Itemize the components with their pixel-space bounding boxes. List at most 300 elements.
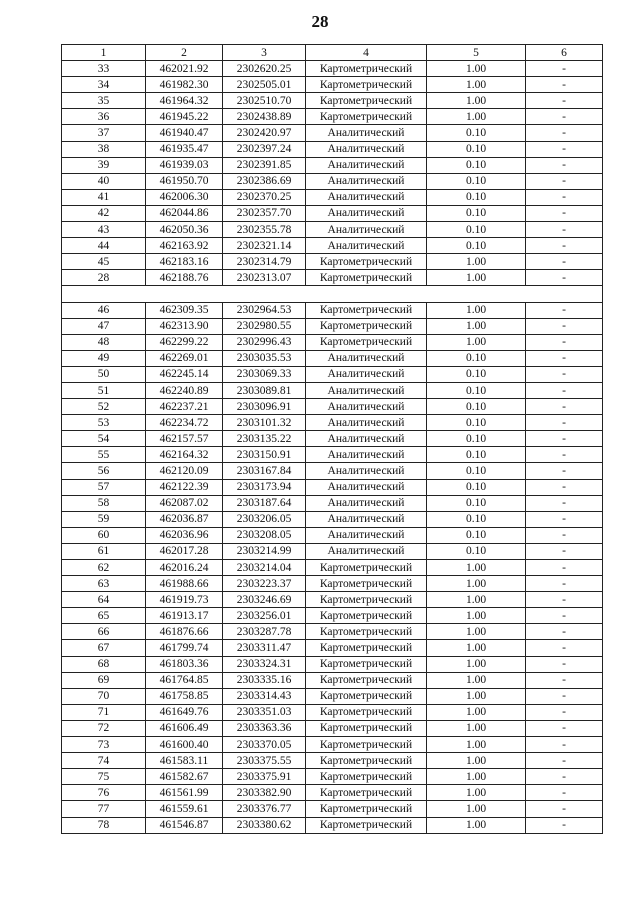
- cell-point-number: 59: [62, 511, 146, 527]
- table-row: [62, 495, 603, 511]
- cell-method: Аналитический: [306, 125, 427, 141]
- cell-description: -: [526, 463, 603, 479]
- cell-description: -: [526, 753, 603, 769]
- cell-x: 462234.72: [146, 415, 223, 431]
- cell-point-number: 49: [62, 350, 146, 366]
- cell-description: -: [526, 318, 603, 334]
- cell-accuracy: 1.00: [427, 109, 526, 125]
- header-cell-accuracy: 5: [427, 45, 526, 61]
- cell-accuracy: 1.00: [427, 608, 526, 624]
- cell-description: -: [526, 61, 603, 77]
- cell-y: 2302964.53: [223, 302, 306, 318]
- cell-y: 2302620.25: [223, 61, 306, 77]
- cell-y: 2302420.97: [223, 125, 306, 141]
- cell-description: -: [526, 350, 603, 366]
- cell-method: Аналитический: [306, 431, 427, 447]
- cell-y: 2303096.91: [223, 399, 306, 415]
- cell-point-number: 69: [62, 672, 146, 688]
- cell-accuracy: 1.00: [427, 302, 526, 318]
- table-row: [62, 576, 603, 592]
- table-row: [62, 737, 603, 753]
- table-row-separator: [62, 286, 603, 302]
- cell-point-number: 34: [62, 77, 146, 93]
- cell-method: Картометрический: [306, 318, 427, 334]
- table-row: [62, 463, 603, 479]
- cell-description: -: [526, 704, 603, 720]
- cell-method: Картометрический: [306, 640, 427, 656]
- cell-accuracy: 0.10: [427, 366, 526, 382]
- table-row: [62, 447, 603, 463]
- cell-method: Картометрический: [306, 785, 427, 801]
- cell-method: Аналитический: [306, 399, 427, 415]
- cell-description: -: [526, 624, 603, 640]
- cell-point-number: 65: [62, 608, 146, 624]
- cell-point-number: 36: [62, 109, 146, 125]
- cell-x: 462006.30: [146, 189, 223, 205]
- cell-x: 461876.66: [146, 624, 223, 640]
- cell-y: 2303382.90: [223, 785, 306, 801]
- cell-y: 2303363.36: [223, 720, 306, 736]
- cell-accuracy: 1.00: [427, 753, 526, 769]
- cell-y: 2302510.70: [223, 93, 306, 109]
- cell-x: 462163.92: [146, 238, 223, 254]
- cell-point-number: 66: [62, 624, 146, 640]
- cell-method: Картометрический: [306, 109, 427, 125]
- cell-accuracy: 0.10: [427, 125, 526, 141]
- cell-point-number: 44: [62, 238, 146, 254]
- cell-method: Аналитический: [306, 415, 427, 431]
- cell-method: Картометрический: [306, 656, 427, 672]
- cell-method: Аналитический: [306, 173, 427, 189]
- cell-accuracy: 1.00: [427, 624, 526, 640]
- cell-x: 462044.86: [146, 205, 223, 221]
- cell-y: 2303089.81: [223, 382, 306, 398]
- cell-point-number: 56: [62, 463, 146, 479]
- cell-y: 2303214.04: [223, 560, 306, 576]
- cell-accuracy: 0.10: [427, 222, 526, 238]
- cell-accuracy: 1.00: [427, 334, 526, 350]
- cell-description: -: [526, 527, 603, 543]
- cell-y: 2303351.03: [223, 704, 306, 720]
- cell-accuracy: 1.00: [427, 704, 526, 720]
- cell-x: 462050.36: [146, 222, 223, 238]
- table-row: [62, 415, 603, 431]
- cell-method: Картометрический: [306, 560, 427, 576]
- cell-description: -: [526, 672, 603, 688]
- cell-method: Аналитический: [306, 366, 427, 382]
- cell-description: -: [526, 785, 603, 801]
- cell-y: 2302386.69: [223, 173, 306, 189]
- cell-x: 462016.24: [146, 560, 223, 576]
- cell-y: 2303324.31: [223, 656, 306, 672]
- cell-description: -: [526, 399, 603, 415]
- cell-description: -: [526, 801, 603, 817]
- cell-point-number: 73: [62, 737, 146, 753]
- cell-point-number: 78: [62, 817, 146, 833]
- table-row: [62, 753, 603, 769]
- cell-description: -: [526, 77, 603, 93]
- cell-y: 2303035.53: [223, 350, 306, 366]
- cell-description: -: [526, 222, 603, 238]
- table-row: [62, 77, 603, 93]
- cell-point-number: 35: [62, 93, 146, 109]
- cell-x: 461945.22: [146, 109, 223, 125]
- cell-y: 2302996.43: [223, 334, 306, 350]
- cell-x: 461606.49: [146, 720, 223, 736]
- cell-method: Аналитический: [306, 527, 427, 543]
- cell-point-number: 75: [62, 769, 146, 785]
- cell-point-number: 40: [62, 173, 146, 189]
- cell-method: Аналитический: [306, 350, 427, 366]
- cell-point-number: 50: [62, 366, 146, 382]
- cell-method: Аналитический: [306, 141, 427, 157]
- cell-x: 461649.76: [146, 704, 223, 720]
- cell-point-number: 77: [62, 801, 146, 817]
- cell-x: 461758.85: [146, 688, 223, 704]
- table-row: [62, 640, 603, 656]
- table-row: [62, 366, 603, 382]
- table-row: [62, 222, 603, 238]
- table-row: [62, 560, 603, 576]
- cell-point-number: 70: [62, 688, 146, 704]
- cell-x: 462299.22: [146, 334, 223, 350]
- cell-method: Аналитический: [306, 495, 427, 511]
- cell-accuracy: 0.10: [427, 495, 526, 511]
- cell-method: Картометрический: [306, 270, 427, 286]
- cell-y: 2303246.69: [223, 592, 306, 608]
- cell-method: Картометрический: [306, 576, 427, 592]
- cell-accuracy: 1.00: [427, 656, 526, 672]
- cell-description: -: [526, 93, 603, 109]
- table-row: [62, 688, 603, 704]
- cell-x: 461935.47: [146, 141, 223, 157]
- cell-point-number: 52: [62, 399, 146, 415]
- table-row: [62, 205, 603, 221]
- cell-x: 461600.40: [146, 737, 223, 753]
- cell-method: Картометрический: [306, 592, 427, 608]
- cell-x: 461913.17: [146, 608, 223, 624]
- cell-point-number: 60: [62, 527, 146, 543]
- cell-y: 2302438.89: [223, 109, 306, 125]
- cell-accuracy: 1.00: [427, 270, 526, 286]
- cell-point-number: [62, 286, 146, 302]
- cell-method: Аналитический: [306, 222, 427, 238]
- cell-accuracy: [427, 286, 526, 302]
- cell-accuracy: 1.00: [427, 672, 526, 688]
- cell-method: Картометрический: [306, 61, 427, 77]
- cell-y: 2303370.05: [223, 737, 306, 753]
- cell-description: -: [526, 109, 603, 125]
- cell-x: 462157.57: [146, 431, 223, 447]
- cell-y: 2302370.25: [223, 189, 306, 205]
- cell-accuracy: 1.00: [427, 817, 526, 833]
- cell-description: -: [526, 366, 603, 382]
- cell-accuracy: 1.00: [427, 785, 526, 801]
- cell-x: 461559.61: [146, 801, 223, 817]
- table-row: [62, 801, 603, 817]
- cell-x: 461950.70: [146, 173, 223, 189]
- table-row: [62, 270, 603, 286]
- cell-x: 461546.87: [146, 817, 223, 833]
- cell-y: 2303167.84: [223, 463, 306, 479]
- cell-accuracy: 1.00: [427, 801, 526, 817]
- table-row: [62, 350, 603, 366]
- cell-point-number: 41: [62, 189, 146, 205]
- cell-accuracy: 1.00: [427, 769, 526, 785]
- cell-y: [223, 286, 306, 302]
- cell-accuracy: 0.10: [427, 543, 526, 559]
- cell-accuracy: 0.10: [427, 238, 526, 254]
- cell-description: -: [526, 238, 603, 254]
- cell-method: Картометрический: [306, 737, 427, 753]
- cell-accuracy: 0.10: [427, 157, 526, 173]
- cell-x: 461982.30: [146, 77, 223, 93]
- cell-method: Аналитический: [306, 382, 427, 398]
- cell-method: [306, 286, 427, 302]
- cell-accuracy: 0.10: [427, 141, 526, 157]
- cell-accuracy: 1.00: [427, 61, 526, 77]
- table-row: [62, 592, 603, 608]
- cell-y: 2302980.55: [223, 318, 306, 334]
- cell-accuracy: 1.00: [427, 720, 526, 736]
- cell-accuracy: 0.10: [427, 173, 526, 189]
- cell-description: -: [526, 560, 603, 576]
- cell-method: Аналитический: [306, 447, 427, 463]
- table-row: [62, 656, 603, 672]
- cell-method: Картометрический: [306, 801, 427, 817]
- cell-method: Картометрический: [306, 93, 427, 109]
- cell-method: Картометрический: [306, 334, 427, 350]
- cell-description: -: [526, 737, 603, 753]
- cell-point-number: 33: [62, 61, 146, 77]
- cell-description: -: [526, 720, 603, 736]
- cell-point-number: 51: [62, 382, 146, 398]
- cell-method: Аналитический: [306, 189, 427, 205]
- cell-y: 2303311.47: [223, 640, 306, 656]
- cell-method: Аналитический: [306, 511, 427, 527]
- table-row: [62, 399, 603, 415]
- table-row: [62, 125, 603, 141]
- cell-point-number: 64: [62, 592, 146, 608]
- cell-x: 461764.85: [146, 672, 223, 688]
- cell-description: -: [526, 270, 603, 286]
- table-row: [62, 318, 603, 334]
- header-cell-point-number: 1: [62, 45, 146, 61]
- table-row: [62, 769, 603, 785]
- table-row: [62, 109, 603, 125]
- cell-point-number: 43: [62, 222, 146, 238]
- cell-description: -: [526, 592, 603, 608]
- cell-method: Картометрический: [306, 77, 427, 93]
- cell-description: -: [526, 656, 603, 672]
- cell-y: 2303208.05: [223, 527, 306, 543]
- cell-accuracy: 1.00: [427, 576, 526, 592]
- cell-method: Аналитический: [306, 463, 427, 479]
- cell-x: 462237.21: [146, 399, 223, 415]
- cell-y: 2303287.78: [223, 624, 306, 640]
- page-number: 28: [311, 12, 329, 31]
- cell-x: 461799.74: [146, 640, 223, 656]
- cell-description: -: [526, 640, 603, 656]
- cell-x: 461988.66: [146, 576, 223, 592]
- cell-accuracy: 0.10: [427, 479, 526, 495]
- header-cell-y: 3: [223, 45, 306, 61]
- cell-method: Картометрический: [306, 624, 427, 640]
- table-row: [62, 720, 603, 736]
- cell-y: 2303256.01: [223, 608, 306, 624]
- cell-point-number: 39: [62, 157, 146, 173]
- cell-accuracy: 0.10: [427, 415, 526, 431]
- cell-point-number: 62: [62, 560, 146, 576]
- cell-y: 2303376.77: [223, 801, 306, 817]
- cell-description: -: [526, 334, 603, 350]
- cell-accuracy: 0.10: [427, 527, 526, 543]
- cell-x: 462017.28: [146, 543, 223, 559]
- cell-y: 2303135.22: [223, 431, 306, 447]
- table-row: [62, 93, 603, 109]
- cell-description: -: [526, 415, 603, 431]
- cell-point-number: 46: [62, 302, 146, 318]
- table-row: [62, 785, 603, 801]
- cell-x: 462120.09: [146, 463, 223, 479]
- cell-x: 461561.99: [146, 785, 223, 801]
- cell-accuracy: 0.10: [427, 399, 526, 415]
- cell-y: 2302391.85: [223, 157, 306, 173]
- cell-method: Картометрический: [306, 704, 427, 720]
- cell-y: 2303187.64: [223, 495, 306, 511]
- cell-description: -: [526, 431, 603, 447]
- cell-x: 462269.01: [146, 350, 223, 366]
- cell-description: [526, 286, 603, 302]
- cell-point-number: 53: [62, 415, 146, 431]
- cell-x: 461964.32: [146, 93, 223, 109]
- cell-description: -: [526, 157, 603, 173]
- cell-description: -: [526, 495, 603, 511]
- cell-point-number: 58: [62, 495, 146, 511]
- cell-y: 2303214.99: [223, 543, 306, 559]
- cell-x: 462164.32: [146, 447, 223, 463]
- cell-method: Картометрический: [306, 720, 427, 736]
- cell-accuracy: 0.10: [427, 205, 526, 221]
- table-row: [62, 672, 603, 688]
- cell-y: 2302321.14: [223, 238, 306, 254]
- cell-accuracy: 1.00: [427, 77, 526, 93]
- cell-accuracy: 0.10: [427, 350, 526, 366]
- cell-description: -: [526, 189, 603, 205]
- cell-point-number: 48: [62, 334, 146, 350]
- table-row: [62, 527, 603, 543]
- table-row: [62, 431, 603, 447]
- cell-description: -: [526, 688, 603, 704]
- cell-point-number: 57: [62, 479, 146, 495]
- cell-description: -: [526, 205, 603, 221]
- cell-x: 462021.92: [146, 61, 223, 77]
- cell-x: 462183.16: [146, 254, 223, 270]
- table-row: [62, 189, 603, 205]
- cell-y: 2303173.94: [223, 479, 306, 495]
- cell-description: -: [526, 576, 603, 592]
- cell-description: -: [526, 769, 603, 785]
- cell-point-number: 38: [62, 141, 146, 157]
- table-row: [62, 238, 603, 254]
- table-row: [62, 141, 603, 157]
- table-row: [62, 817, 603, 833]
- cell-y: 2302355.78: [223, 222, 306, 238]
- cell-accuracy: 1.00: [427, 688, 526, 704]
- table-row: [62, 624, 603, 640]
- cell-description: -: [526, 817, 603, 833]
- cell-y: 2302397.24: [223, 141, 306, 157]
- cell-point-number: 28: [62, 270, 146, 286]
- cell-description: -: [526, 608, 603, 624]
- cell-method: Картометрический: [306, 817, 427, 833]
- cell-point-number: 67: [62, 640, 146, 656]
- table-header: [62, 45, 603, 61]
- cell-y: 2303223.37: [223, 576, 306, 592]
- cell-y: 2302505.01: [223, 77, 306, 93]
- cell-y: 2303101.32: [223, 415, 306, 431]
- cell-description: -: [526, 173, 603, 189]
- cell-description: -: [526, 543, 603, 559]
- cell-accuracy: 0.10: [427, 511, 526, 527]
- cell-method: Картометрический: [306, 608, 427, 624]
- cell-description: -: [526, 141, 603, 157]
- header-cell-description: 6: [526, 45, 603, 61]
- cell-y: 2302314.79: [223, 254, 306, 270]
- cell-description: -: [526, 382, 603, 398]
- cell-method: Аналитический: [306, 479, 427, 495]
- cell-point-number: 74: [62, 753, 146, 769]
- cell-method: Аналитический: [306, 238, 427, 254]
- cell-accuracy: 0.10: [427, 463, 526, 479]
- cell-x: 461940.47: [146, 125, 223, 141]
- table-row: [62, 157, 603, 173]
- cell-x: 462122.39: [146, 479, 223, 495]
- cell-point-number: 37: [62, 125, 146, 141]
- cell-accuracy: 1.00: [427, 592, 526, 608]
- cell-description: -: [526, 302, 603, 318]
- cell-description: -: [526, 479, 603, 495]
- cell-point-number: 72: [62, 720, 146, 736]
- table-row: [62, 173, 603, 189]
- table-row: [62, 254, 603, 270]
- cell-x: 462245.14: [146, 366, 223, 382]
- cell-y: 2303375.91: [223, 769, 306, 785]
- cell-accuracy: 1.00: [427, 254, 526, 270]
- table-row: [62, 543, 603, 559]
- table-row: [62, 479, 603, 495]
- cell-y: 2303314.43: [223, 688, 306, 704]
- cell-accuracy: 1.00: [427, 737, 526, 753]
- cell-x: 462087.02: [146, 495, 223, 511]
- cell-x: 462036.87: [146, 511, 223, 527]
- cell-point-number: 42: [62, 205, 146, 221]
- cell-description: -: [526, 511, 603, 527]
- table-row: [62, 334, 603, 350]
- cell-point-number: 76: [62, 785, 146, 801]
- table-row: [62, 302, 603, 318]
- cell-x: 461939.03: [146, 157, 223, 173]
- cell-point-number: 61: [62, 543, 146, 559]
- cell-x: 461583.11: [146, 753, 223, 769]
- cell-y: 2303206.05: [223, 511, 306, 527]
- cell-method: Картометрический: [306, 672, 427, 688]
- cell-method: Картометрический: [306, 302, 427, 318]
- cell-method: Картометрический: [306, 254, 427, 270]
- table-body: [62, 61, 603, 834]
- cell-y: 2303380.62: [223, 817, 306, 833]
- table-row: [62, 608, 603, 624]
